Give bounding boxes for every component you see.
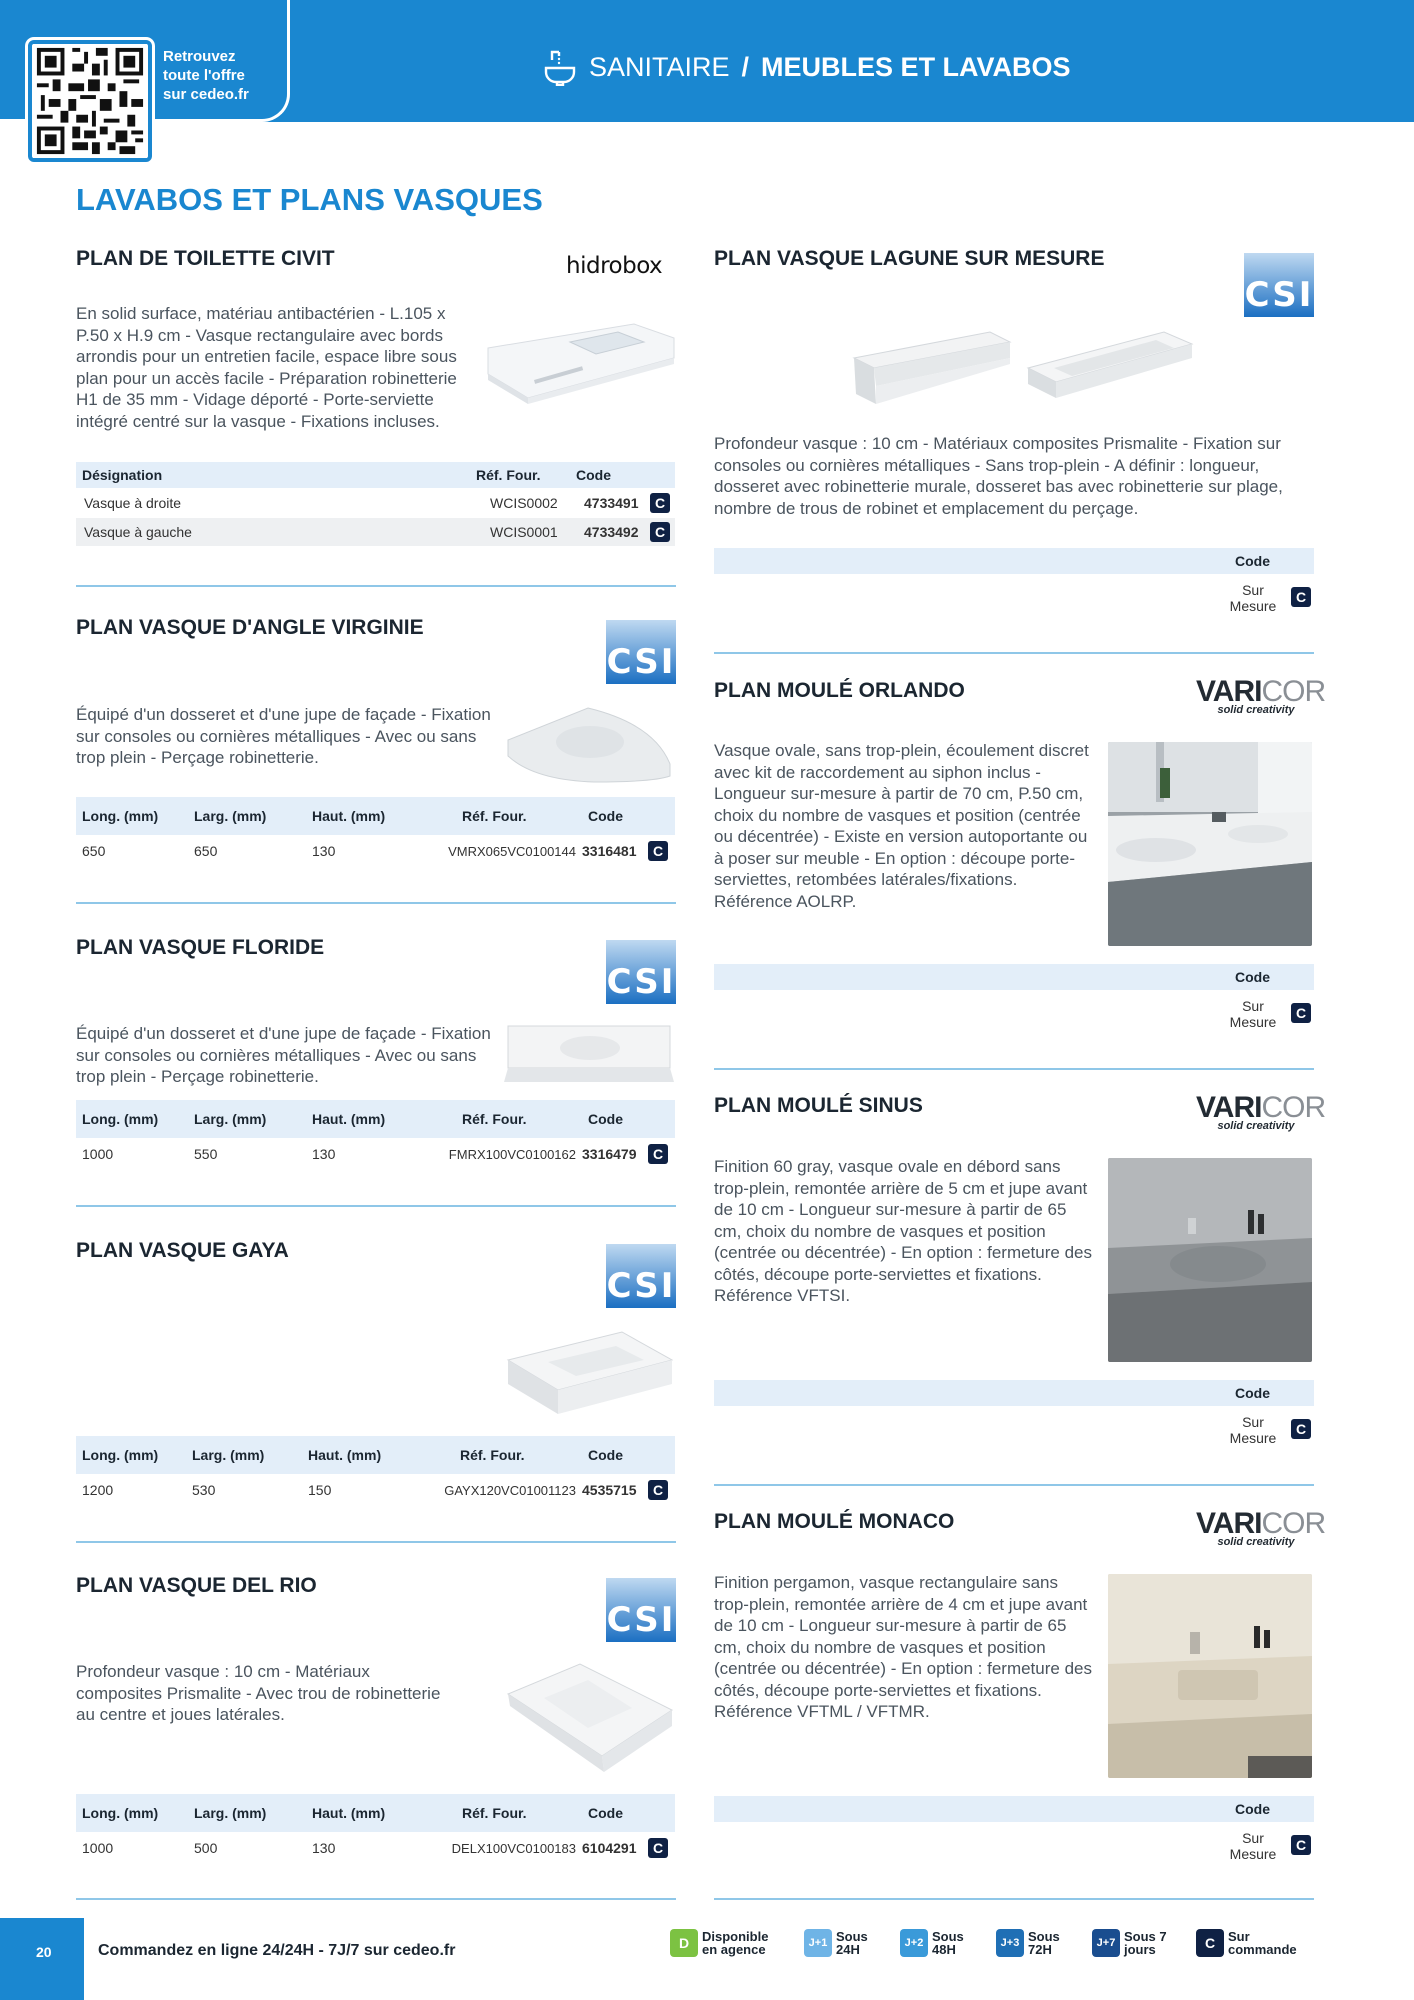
legend-label: Sous 48H	[932, 1929, 964, 1957]
cell-larg: 500	[194, 1840, 218, 1856]
cell-larg: 550	[194, 1146, 218, 1162]
divider	[76, 585, 676, 587]
cell-ref: WCIS0002	[490, 495, 558, 511]
table-row	[76, 835, 675, 867]
divider	[714, 1068, 1314, 1070]
cell-code[interactable]: 3316479	[582, 1146, 637, 1162]
divider	[76, 1898, 676, 1900]
qr-caption-line: Retrouvez	[163, 48, 236, 65]
col-code: Code	[1235, 553, 1270, 569]
product-photo-monaco	[1108, 1574, 1312, 1778]
divider	[714, 1898, 1314, 1900]
brand-varicor-prefix: VARI	[1196, 675, 1262, 708]
divider	[714, 652, 1314, 654]
col-long: Long. (mm)	[82, 1804, 159, 1821]
table-header	[76, 1436, 675, 1474]
brand-logo-varicor	[1196, 1091, 1326, 1132]
section-name: SANITAIRE	[589, 51, 730, 82]
cell-ref: FMRX100VC0100162	[448, 1146, 576, 1162]
col-haut: Haut. (mm)	[312, 1110, 386, 1127]
footer-order-text[interactable]: Commandez en ligne 24/24H - 7J/7 sur cedeo.fr	[98, 1942, 456, 1959]
qr-caption-line: sur cedeo.fr	[163, 86, 249, 103]
product-title-delrio: PLAN VASQUE DEL RIO	[76, 1574, 317, 1597]
legend-label: Sous 7 jours	[1124, 1929, 1167, 1957]
col-code: Code	[1235, 1385, 1270, 1401]
product-title-gaya: PLAN VASQUE GAYA	[76, 1239, 289, 1262]
product-photo-sinus	[1108, 1158, 1312, 1362]
availability-badge: C	[1291, 1419, 1311, 1439]
table-row	[76, 1474, 675, 1506]
col-code: Code	[1235, 1801, 1270, 1817]
table-gaya	[76, 1436, 675, 1506]
divider	[76, 902, 676, 904]
legend-label: Sous 24H	[836, 1929, 868, 1957]
table-row	[76, 1832, 675, 1864]
col-code: Code	[588, 1446, 623, 1463]
col-code: Code	[588, 807, 623, 824]
legend-item	[1196, 1929, 1310, 1957]
cell-ref: VMRX065VC0100144	[448, 843, 576, 859]
cell-larg: 650	[194, 843, 218, 859]
availability-badge: C	[650, 493, 670, 513]
product-title-floride: PLAN VASQUE FLORIDE	[76, 936, 325, 959]
col-larg: Larg. (mm)	[194, 1110, 267, 1127]
code-value: Sur Mesure	[1229, 582, 1277, 614]
brand-logo-csi: CSI	[606, 1244, 676, 1308]
brand-varicor-prefix: VARI	[1196, 1091, 1262, 1124]
product-image-gaya	[504, 1328, 674, 1418]
col-code: Code	[1235, 969, 1270, 985]
col-ref: Réf. Four.	[462, 807, 527, 824]
qr-code[interactable]	[28, 40, 152, 162]
product-title-lagune: PLAN VASQUE LAGUNE SUR MESURE	[714, 247, 1105, 270]
product-title-sinus: PLAN MOULÉ SINUS	[714, 1094, 923, 1117]
table-virginie	[76, 797, 675, 867]
subsection-name: MEUBLES ET LAVABOS	[761, 51, 1071, 82]
brand-logo-varicor	[1196, 675, 1326, 716]
page-title: LAVABOS ET PLANS VASQUES	[76, 182, 543, 217]
cell-ref: WCIS0001	[490, 524, 558, 540]
product-desc-monaco: Finition pergamon, vasque rectangulaire sans trop-plein, remontée arrière de 4 cm et jupe avant de 10 cm - Longueur sur-mesure à partir de 65 cm, choix du nombre de vasques et position (centrée ou décentrée) - En option : fermeture des côtés, découpe porte-serviettes et fixations. Référence VFTML / VFTMR.	[714, 1573, 1092, 1721]
product-title-orlando: PLAN MOULÉ ORLANDO	[714, 679, 965, 702]
availability-badge: C	[648, 1838, 668, 1858]
product-image-civit	[484, 318, 676, 410]
legend-item	[996, 1929, 1080, 1957]
qr-caption	[163, 47, 249, 104]
code-header	[714, 1380, 1314, 1406]
col-ref: Réf. Four.	[476, 467, 541, 483]
product-title-civit: PLAN DE TOILETTE CIVIT	[76, 247, 335, 270]
legend-badge: J+1	[804, 1929, 832, 1957]
cell-ref: DELX100VC0100183	[451, 1840, 576, 1856]
cell-long: 1200	[82, 1482, 114, 1498]
availability-badge: C	[1291, 1003, 1311, 1023]
availability-badge: C	[1291, 1835, 1311, 1855]
col-ref: Réf. Four.	[462, 1110, 527, 1127]
cell-haut: 130	[312, 843, 336, 859]
col-code: Code	[588, 1804, 623, 1821]
product-desc-delrio: Profondeur vasque : 10 cm - Matériaux composites Prismalite - Avec trou de robinetterie au centre et joues latérales.	[76, 1662, 441, 1724]
col-larg: Larg. (mm)	[192, 1446, 265, 1463]
table-civit	[76, 462, 675, 546]
brand-varicor-tagline: solid creativity	[1217, 1536, 1295, 1548]
brand-varicor-suffix: COR	[1261, 1507, 1326, 1540]
col-larg: Larg. (mm)	[194, 1804, 267, 1821]
cell-code[interactable]: 4733492	[584, 524, 639, 540]
washbasin-icon	[543, 48, 577, 86]
product-desc-floride: Équipé d'un dosseret et d'une jupe de façade - Fixation sur consoles ou cornières métalliques - Avec ou sans trop plein - Perçage robinetterie.	[76, 1024, 491, 1086]
legend-label: Disponible en agence	[702, 1929, 769, 1957]
product-image-virginie	[504, 704, 674, 784]
cell-code[interactable]: 4733491	[584, 495, 639, 511]
cell-designation: Vasque à droite	[84, 495, 182, 511]
legend-badge: D	[670, 1929, 698, 1957]
code-header	[714, 548, 1314, 574]
cell-code[interactable]: 6104291	[582, 1840, 637, 1856]
divider	[714, 1484, 1314, 1486]
product-photo-orlando	[1108, 742, 1312, 946]
product-desc-civit: En solid surface, matériau antibactérien - L.105 x P.50 x H.9 cm - Vasque rectangulaire avec bords arrondis pour un entretien facile, espace libre sous plan pour un accès facile - Préparation robinetterie H1 de 35 mm - Vidage déporté - Porte-serviette intégré centré sur la vasque - Fixations incluses.	[76, 304, 457, 431]
cell-code[interactable]: 4535715	[582, 1482, 637, 1498]
brand-logo-csi: CSI	[606, 620, 676, 684]
cell-haut: 150	[308, 1482, 332, 1498]
cell-designation: Vasque à gauche	[84, 524, 192, 540]
code-header	[714, 1796, 1314, 1822]
col-designation: Désignation	[82, 467, 163, 483]
legend-label: Sur commande	[1228, 1929, 1297, 1957]
availability-badge: C	[648, 1144, 668, 1164]
legend-badge: J+2	[900, 1929, 928, 1957]
cell-ref: GAYX120VC01001123	[444, 1482, 576, 1498]
cell-long: 1000	[82, 1146, 114, 1162]
section-title	[543, 48, 1071, 86]
product-title-monaco: PLAN MOULÉ MONACO	[714, 1510, 955, 1533]
table-header	[76, 1794, 675, 1832]
cell-haut: 130	[312, 1146, 336, 1162]
col-long: Long. (mm)	[82, 1110, 159, 1127]
col-ref: Réf. Four.	[462, 1804, 527, 1821]
divider	[76, 1541, 676, 1543]
table-header	[76, 797, 675, 835]
legend-item	[804, 1929, 888, 1957]
availability-badge: C	[648, 1480, 668, 1500]
col-long: Long. (mm)	[82, 807, 159, 824]
divider	[76, 1205, 676, 1207]
code-header	[714, 964, 1314, 990]
brand-logo-hidrobox: hidrobox	[566, 253, 663, 279]
product-image-floride	[504, 1020, 674, 1086]
table-row	[76, 488, 675, 518]
table-header	[76, 1100, 675, 1138]
col-long: Long. (mm)	[82, 1446, 159, 1463]
col-ref: Réf. Four.	[460, 1446, 525, 1463]
product-desc-sinus: Finition 60 gray, vasque ovale en débord sans trop-plein, remontée arrière de 5 cm et jupe avant de 10 cm - Longueur sur-mesure à partir de 65 cm, choix du nombre de vasques et position (centrée ou décentrée) - En option : fermeture des côtés, découpe porte-serviettes et fixations. Référence VFTSI.	[714, 1157, 1092, 1305]
legend-item	[1092, 1929, 1180, 1957]
cell-long: 1000	[82, 1840, 114, 1856]
col-haut: Haut. (mm)	[308, 1446, 382, 1463]
product-image-delrio	[504, 1660, 674, 1776]
cell-code[interactable]: 3316481	[582, 843, 637, 859]
col-larg: Larg. (mm)	[194, 807, 267, 824]
qr-code-icon	[32, 44, 148, 158]
table-row	[76, 518, 675, 546]
legend-label: Sous 72H	[1028, 1929, 1060, 1957]
legend-item	[900, 1929, 984, 1957]
col-haut: Haut. (mm)	[312, 807, 386, 824]
brand-logo-csi: CSI	[606, 940, 676, 1004]
col-code: Code	[588, 1110, 623, 1127]
code-value: Sur Mesure	[1229, 1830, 1277, 1862]
legend-badge: C	[1196, 1929, 1224, 1957]
section-slash: /	[741, 51, 750, 82]
brand-logo-csi: CSI	[1244, 253, 1314, 317]
product-image-lagune-1	[850, 328, 1020, 408]
table-floride	[76, 1100, 675, 1170]
product-desc-orlando: Vasque ovale, sans trop-plein, écoulement discret avec kit de raccordement au siphon inclus - Longueur sur-mesure à partir de 70 cm, P.50 cm, choix du nombre de vasques et position (centrée ou décentrée) - Existe en version autoportante ou à poser sur meuble - En option : découpe porte-serviettes, retombées latérales/fixations. Référence AOLRP.	[714, 741, 1089, 911]
legend-item	[670, 1929, 774, 1957]
legend-badge: J+7	[1092, 1929, 1120, 1957]
brand-logo-varicor	[1196, 1507, 1326, 1548]
cell-haut: 130	[312, 1840, 336, 1856]
availability-badge: C	[1291, 587, 1311, 607]
page-number: 20	[0, 1918, 84, 2000]
brand-varicor-tagline: solid creativity	[1217, 1120, 1295, 1132]
qr-caption-line: toute l'offre	[163, 67, 245, 84]
brand-varicor-tagline: solid creativity	[1217, 704, 1295, 716]
cell-larg: 530	[192, 1482, 216, 1498]
availability-badge: C	[648, 841, 668, 861]
legend-badge: J+3	[996, 1929, 1024, 1957]
availability-badge: C	[650, 522, 670, 542]
brand-varicor-suffix: COR	[1261, 1091, 1326, 1124]
code-value: Sur Mesure	[1229, 998, 1277, 1030]
brand-varicor-suffix: COR	[1261, 675, 1326, 708]
table-delrio	[76, 1794, 675, 1864]
col-code: Code	[576, 467, 611, 483]
product-desc-lagune: Profondeur vasque : 10 cm - Matériaux composites Prismalite - Fixation sur consoles ou cornières métalliques - Sans trop-plein - A définir : longueur, dosseret avec robinetterie murale, dosseret bas avec robinetterie sur plage, nombre de trous de robinet et emplacement du perçage.	[714, 434, 1283, 518]
product-image-lagune-2	[1024, 324, 1194, 408]
code-value: Sur Mesure	[1229, 1414, 1277, 1446]
product-title-virginie: PLAN VASQUE D'ANGLE VIRGINIE	[76, 616, 424, 639]
brand-logo-csi: CSI	[606, 1578, 676, 1642]
table-header	[76, 462, 675, 488]
product-desc-virginie: Équipé d'un dosseret et d'une jupe de façade - Fixation sur consoles ou cornières métalliques - Avec ou sans trop plein - Perçage robinetterie.	[76, 705, 491, 767]
table-row	[76, 1138, 675, 1170]
brand-varicor-prefix: VARI	[1196, 1507, 1262, 1540]
col-haut: Haut. (mm)	[312, 1804, 386, 1821]
cell-long: 650	[82, 843, 106, 859]
